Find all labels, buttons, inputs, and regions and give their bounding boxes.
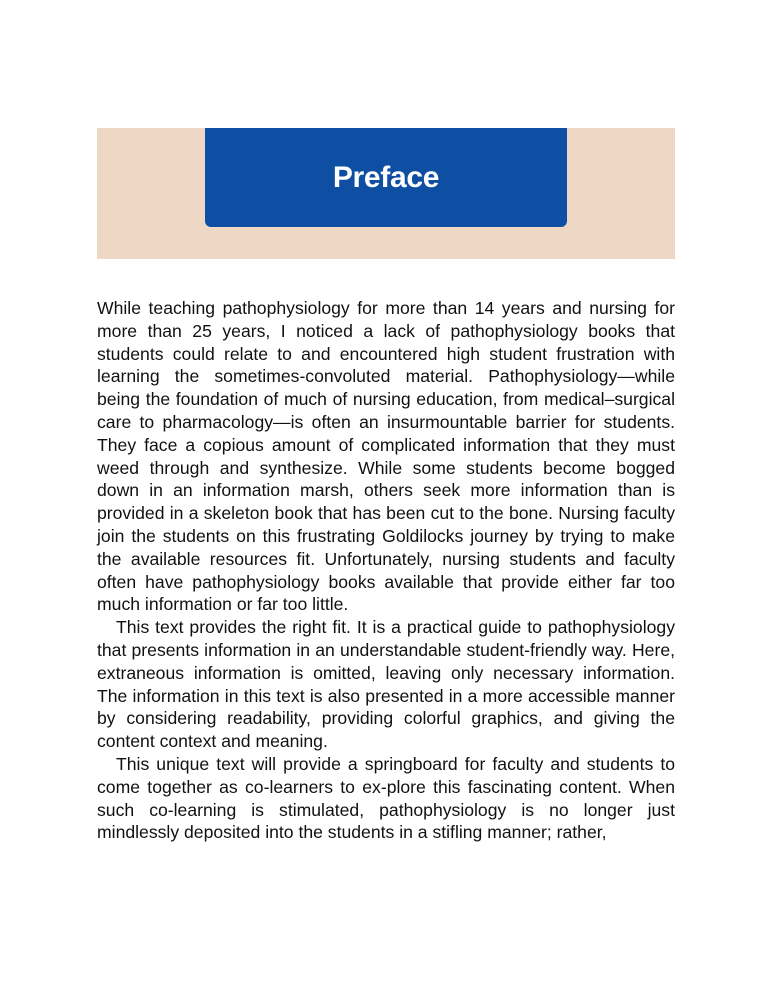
chapter-title-box <box>205 128 567 227</box>
paragraph-2: This text provides the right fit. It is a practical guide to pathophysiology that presents information in an understandable student-friendly way. Here, extraneous information is omitted, leaving only necessary information. The information in this text is also presented in a more accessible manner by considering readability, providing colorful graphics, and giving the content context and meaning. <box>97 617 675 752</box>
paragraph-3: This unique text will provide a springboard for faculty and students to come together as co-learners to ex-plore this fascinating content. When such co-learning is stimulated, pathophysiology is no longer just mindlessly deposited into the students in a stifling manner; rather, <box>97 753 675 843</box>
paragraph-1: While teaching pathophysiology for more than 14 years and nursing for more than 25 years, I noticed a lack of pathophysiology books that students could relate to and encountered high student frustration with learning the sometimes-convoluted material. Pathophysiology—while being the foundation of much of nursing education, from medical–surgical care to pharmacology—is often an insurmountable barrier for students. They face a copious amount of complicated information that they must weed through and synthesize. While some students become bogged down in an information marsh, others seek more information than is provided in a skeleton book that has been cut to the bone. Nursing faculty join the students on this frustrating Goldilocks journey by trying to make the available resources fit. Unfortunately, nursing students and faculty often have pathophysiology books available that provide either far too much information or far too little. <box>97 298 675 615</box>
body-text <box>97 297 675 844</box>
chapter-title: Preface <box>332 160 440 194</box>
chapter-banner <box>97 128 675 259</box>
